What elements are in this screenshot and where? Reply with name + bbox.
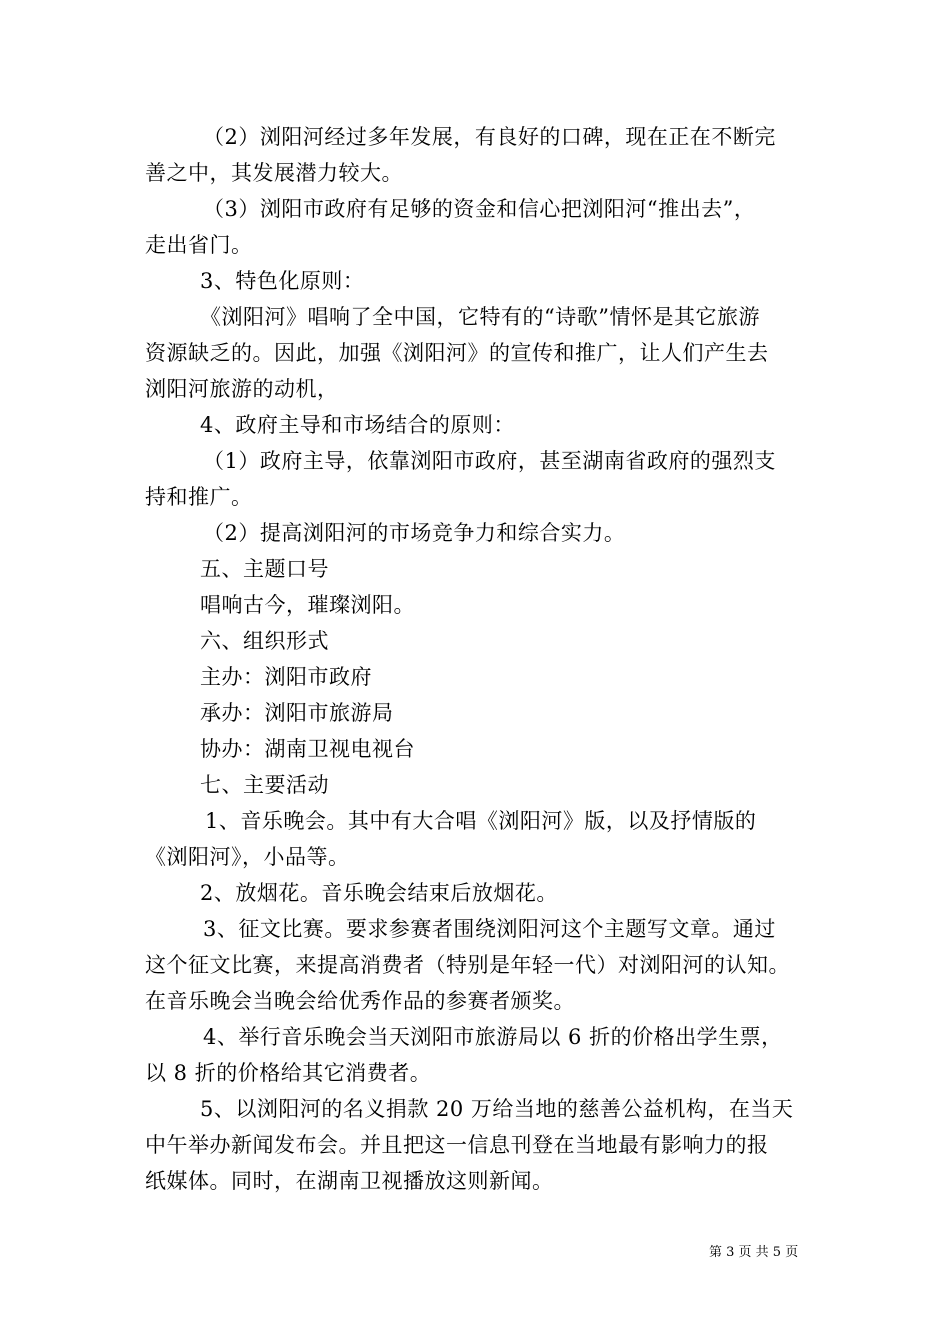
paragraph-line: （1）政府主导，依靠浏阳市政府，甚至湖南省政府的强烈支 [203, 449, 776, 473]
paragraph-line: （2）提高浏阳河的市场竞争力和综合实力。 [203, 521, 626, 545]
section-heading: 六、组织形式 [200, 629, 329, 653]
paragraph-line: 主办：浏阳市政府 [200, 665, 372, 689]
paragraph-line: 2、放烟花。音乐晚会结束后放烟花。 [200, 881, 558, 905]
paragraph-line: 承办：浏阳市旅游局 [200, 701, 394, 725]
section-heading: 七、主要活动 [200, 773, 329, 797]
paragraph-line: 4、举行音乐晚会当天浏阳市旅游局以 6 折的价格出学生票， [203, 1025, 783, 1049]
paragraph-line: 唱响古今，璀璨浏阳。 [200, 593, 415, 617]
paragraph-line: 浏阳河旅游的动机， [145, 377, 339, 401]
paragraph-line: 这个征文比赛，来提高消费者（特别是年轻一代）对浏阳河的认知。 [145, 953, 790, 977]
paragraph-line: 1、音乐晚会。其中有大合唱《浏阳河》版，以及抒情版的 [205, 809, 757, 833]
section-heading: 五、主题口号 [200, 557, 329, 581]
section-heading: 4、政府主导和市场结合的原则： [200, 413, 515, 437]
paragraph-line: 协办：湖南卫视电视台 [200, 737, 415, 761]
paragraph-line: 中午举办新闻发布会。并且把这一信息刊登在当地最有影响力的报 [145, 1133, 769, 1157]
paragraph-line: （2）浏阳河经过多年发展，有良好的口碑，现在正在不断完 [203, 125, 776, 149]
paragraph-line: 资源缺乏的。因此，加强《浏阳河》的宣传和推广，让人们产生去 [145, 341, 769, 365]
paragraph-line: （3）浏阳市政府有足够的资金和信心把浏阳河“推出去”， [203, 197, 756, 221]
page-number-footer: 第 3 页 共 5 页 [709, 1245, 799, 1260]
paragraph-line: 5、以浏阳河的名义捐款 20 万给当地的慈善公益机构，在当天 [200, 1097, 794, 1121]
paragraph-line: 在音乐晚会当晚会给优秀作品的参赛者颁奖。 [145, 989, 575, 1013]
paragraph-line: 以 8 折的价格给其它消费者。 [145, 1061, 432, 1085]
paragraph-line: 纸媒体。同时，在湖南卫视播放这则新闻。 [145, 1169, 554, 1193]
paragraph-line: 善之中，其发展潜力较大。 [145, 161, 403, 185]
paragraph-line: 3、征文比赛。要求参赛者围绕浏阳河这个主题写文章。通过 [203, 917, 776, 941]
paragraph-line: 持和推广。 [145, 485, 253, 509]
paragraph-line: 走出省门。 [145, 233, 253, 257]
paragraph-line: 《浏阳河》，小品等。 [145, 845, 350, 869]
paragraph-line: 《浏阳河》唱响了全中国，它特有的“诗歌”情怀是其它旅游 [200, 305, 760, 329]
section-heading: 3、特色化原则： [200, 269, 365, 293]
